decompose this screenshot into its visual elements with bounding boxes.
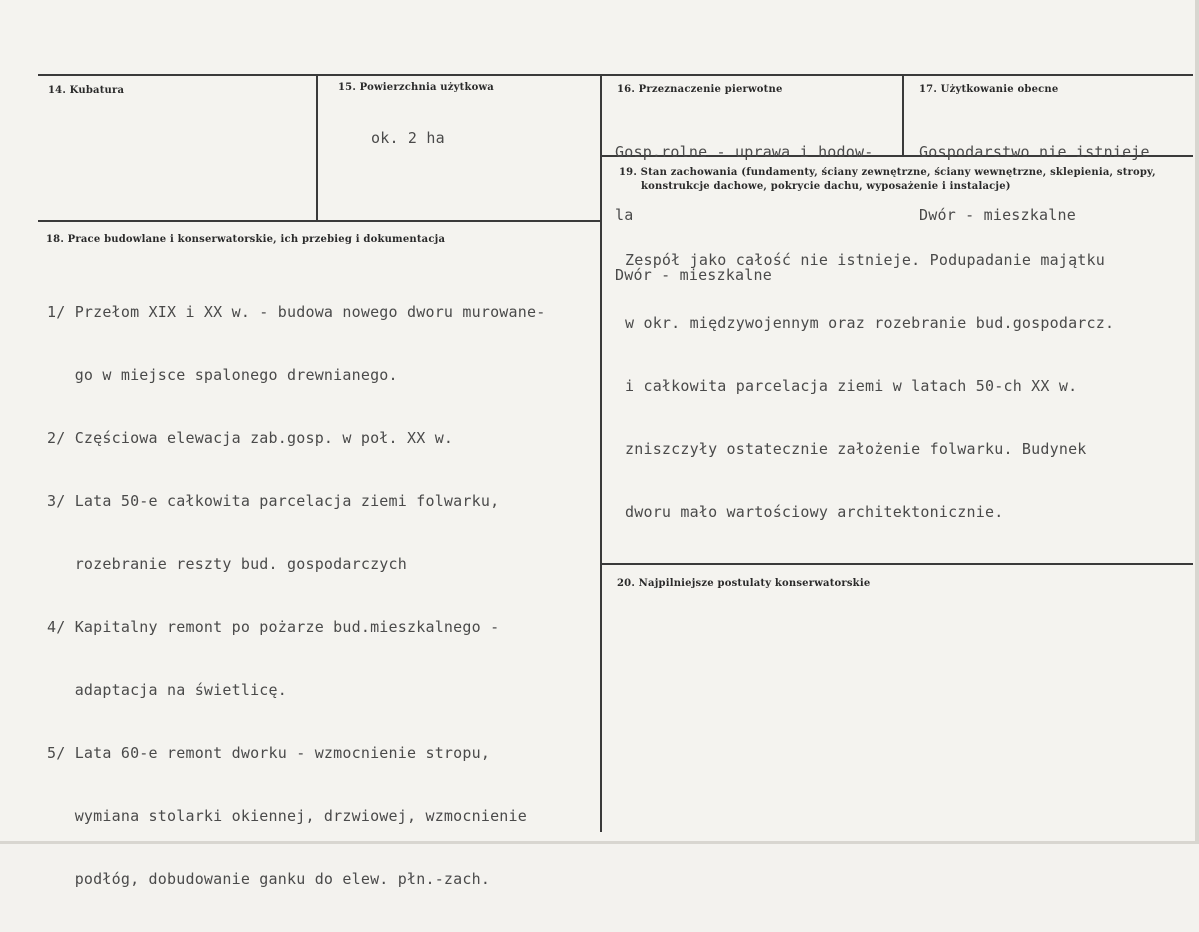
field-18-line: go w miejsce spalonego drewnianego. [47, 366, 398, 384]
field-16-line: Gosp.rolne - uprawa i hodow- [615, 143, 874, 161]
field-20-label: 20. Najpilniejsze postulaty konserwatorskie [617, 578, 871, 589]
field-14-label: 14. Kubatura [48, 85, 125, 96]
paper-edge-bottom [0, 841, 1199, 844]
field-18-value [47, 260, 545, 932]
rule-under-14-15 [38, 220, 600, 222]
field-19-line: w okr. międzywojennym oraz rozebranie bud.gospodarcz. [625, 314, 1115, 332]
field-19-label-line-1: 19. Stan zachowania (fundamenty, ściany zewnętrzne, ściany wewnętrzne, sklepienia, stropy, [619, 167, 1156, 178]
field-19-line: dworu mało wartościowy architektonicznie. [625, 503, 1004, 521]
field-16-line: Dwór - mieszkalne [615, 266, 772, 284]
field-18-line: 1/ Przełom XIX i XX w. - budowa nowego dworu murowane- [47, 303, 546, 321]
field-16-line: la [615, 206, 634, 224]
field-19-line: Zespół jako całość nie istnieje. Podupadanie majątku [625, 251, 1105, 269]
divider-16-17 [902, 74, 904, 156]
field-17-label: 17. Użytkowanie obecne [919, 84, 1059, 95]
field-18-line: podłóg, dobudowanie ganku do elew. płn.-zach. [47, 870, 491, 888]
field-17-line: Dwór - mieszkalne [919, 206, 1076, 224]
field-19-label-line-2: konstrukcje dachowe, pokrycie dachu, wyposażenie i instalacje) [641, 181, 1011, 192]
field-16-label: 16. Przeznaczenie pierwotne [617, 84, 783, 95]
field-18-line: rozebranie reszty bud. gospodarczych [47, 555, 407, 573]
field-18-line: 4/ Kapitalny remont po pożarze bud.mieszkalnego - [47, 618, 500, 636]
field-19-value [625, 208, 1114, 565]
divider-15-16 [600, 74, 602, 832]
field-15-value: ok. 2 ha [371, 129, 445, 147]
field-18-line: wymiana stolarki okiennej, drzwiowej, wzmocnienie [47, 807, 527, 825]
field-18-line: 5/ Lata 60-e remont dworku - wzmocnienie stropu, [47, 744, 491, 762]
paper-edge-right [1195, 0, 1199, 844]
field-17-line: Gospodarstwo nie istnieje [919, 143, 1150, 161]
field-18-line: 2/ Częściowa elewacja zab.gosp. w poł. XX w. [47, 429, 454, 447]
field-19-line: zniszczyły ostatecznie założenie folwarku. Budynek [625, 440, 1087, 458]
field-18-line: adaptacja na świetlicę. [47, 681, 287, 699]
field-19-line: i całkowita parcelacja ziemi w latach 50-ch XX w. [625, 377, 1078, 395]
divider-14-15 [316, 74, 318, 222]
field-15-label: 15. Powierzchnia użytkowa [338, 82, 494, 93]
field-18-line: 3/ Lata 50-e całkowita parcelacja ziemi folwarku, [47, 492, 500, 510]
top-rule [38, 74, 1193, 76]
field-18-label: 18. Prace budowlane i konserwatorskie, ich przebieg i dokumentacja [46, 234, 446, 245]
